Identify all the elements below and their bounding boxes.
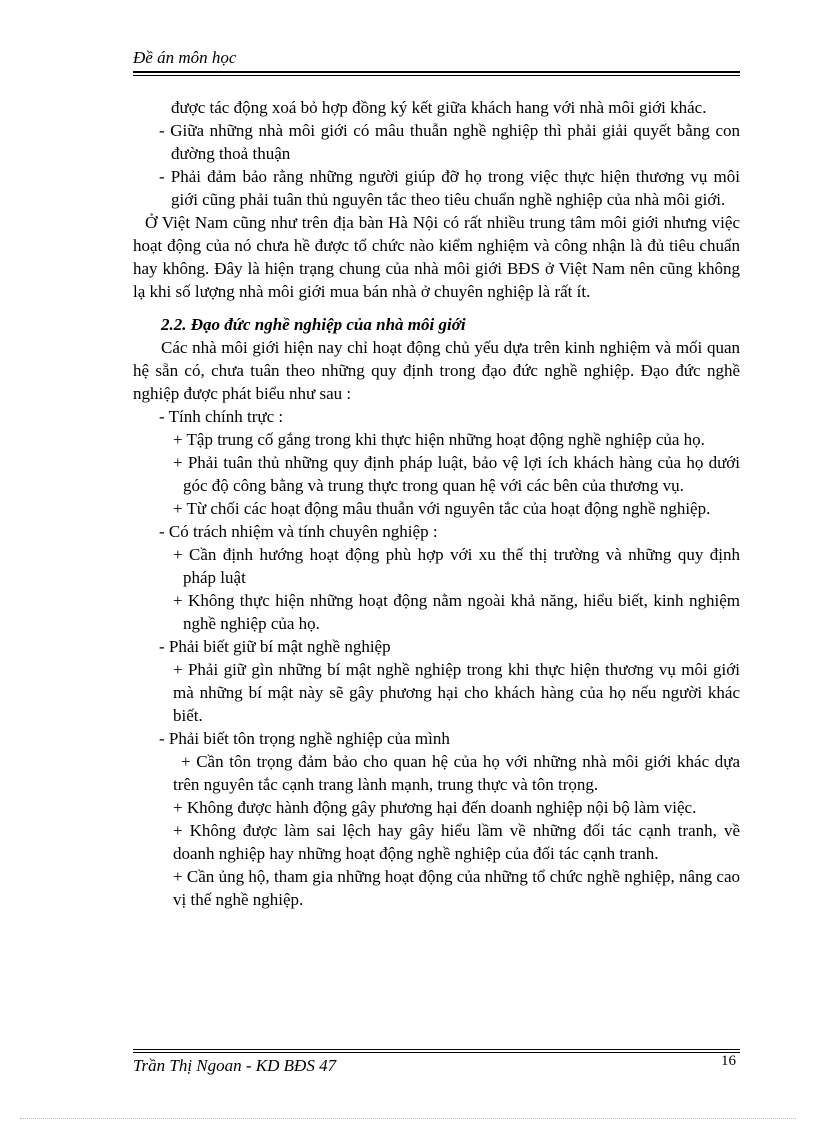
footer-rule	[133, 1049, 740, 1050]
sub-item: + Cần tôn trọng đảm bảo cho quan hệ của họ với những nhà môi giới khác dựa trên nguyên tắc cạnh trang lành mạnh, trung thực và tôn trọng.	[173, 752, 740, 794]
page-footer	[133, 1049, 740, 1076]
sub-item: + Không được làm sai lệch hay gây hiểu lầm về những đối tác cạnh tranh, về doanh nghiệp hay những hoạt động nghề nghiệp của đối tác cạnh tranh.	[173, 821, 740, 863]
sub-item: + Cần định hướng hoạt động phù hợp với xu thế thị trường và những quy định pháp luật	[173, 545, 740, 587]
header-rule-thick	[133, 71, 740, 73]
section-heading: 2.2. Đạo đức nghề nghiệp của nhà môi giới	[161, 315, 466, 334]
header-rule-thin	[133, 75, 740, 76]
bullet-item: - Phải biết tôn trọng nghề nghiệp của mình	[159, 729, 450, 748]
paragraph: Các nhà môi giới hiện nay chỉ hoạt động chủ yếu dựa trên kinh nghiệm và mối quan hệ sẵn có, chưa tuân theo những quy định trong đạo đức nghề nghiệp. Đạo đức nghề nghiệp được phát biểu như sau :	[133, 338, 740, 403]
sub-item: + Phải giữ gìn những bí mật nghề nghiệp trong khi thực hiện thương vụ môi giới mà những bí mật này sẽ gây phương hại cho khách hàng của họ nếu người khác biết.	[173, 660, 740, 725]
sub-item: + Tập trung cố gắng trong khi thực hiện những hoạt động nghề nghiệp của họ.	[173, 430, 705, 449]
sub-item: + Không được hành động gây phương hại đến doanh nghiệp nội bộ làm việc.	[173, 798, 697, 817]
page-header	[133, 47, 740, 76]
page-content	[133, 96, 740, 911]
paragraph: được tác động xoá bỏ hợp đồng ký kết giữa khách hang với nhà môi giới khác.	[171, 98, 707, 117]
bullet-item: - Phải đảm bảo rằng những người giúp đỡ họ trong việc thực hiện thương vụ môi giới cũng phải tuân thủ nguyên tắc theo tiêu chuẩn nghề nghiệp của nhà môi giới.	[159, 167, 740, 209]
footer-author: Trần Thị Ngoan - KD BĐS 47	[133, 1056, 337, 1075]
bullet-item: - Tính chính trực :	[159, 407, 284, 426]
sub-item: + Không thực hiện những hoạt động nằm ngoài khả năng, hiểu biết, kinh nghiệm nghề nghiệp của họ.	[173, 591, 740, 633]
sub-item: + Phải tuân thủ những quy định pháp luật, bảo vệ lợi ích khách hàng của họ dưới góc độ công bằng và trung thực trong quan hệ với các bên của thương vụ.	[173, 453, 740, 495]
paragraph: Ở Việt Nam cũng như trên địa bàn Hà Nội có rất nhiều trung tâm môi giới nhưng việc hoạt động của nó chưa hề được tổ chức nào kiểm nghiệm và công nhận là đủ tiêu chuẩn hay không. Đây là hiện trạng chung của nhà môi giới BĐS ở Việt Nam nên cũng không lạ khi số lượng nhà môi giới mua bán nhà ở chuyên nghiệp là rất ít.	[133, 213, 740, 301]
sub-item: + Từ chối các hoạt động mâu thuẫn với nguyên tắc của hoạt động nghề nghiệp.	[173, 499, 711, 518]
bullet-item: - Phải biết giữ bí mật nghề nghiệp	[159, 637, 391, 656]
page-number: 16	[721, 1053, 736, 1069]
page-edge-dots	[20, 1118, 796, 1119]
sub-item: + Cần ủng hộ, tham gia những hoạt động của những tổ chức nghề nghiệp, nâng cao vị thế nghề nghiệp.	[173, 867, 740, 909]
header-title: Đề án môn học	[133, 48, 237, 67]
bullet-item: - Có trách nhiệm và tính chuyên nghiệp :	[159, 522, 438, 541]
bullet-item: - Giữa những nhà môi giới có mâu thuẫn nghề nghiệp thì phải giải quyết bằng con đường thoả thuận	[159, 121, 740, 163]
